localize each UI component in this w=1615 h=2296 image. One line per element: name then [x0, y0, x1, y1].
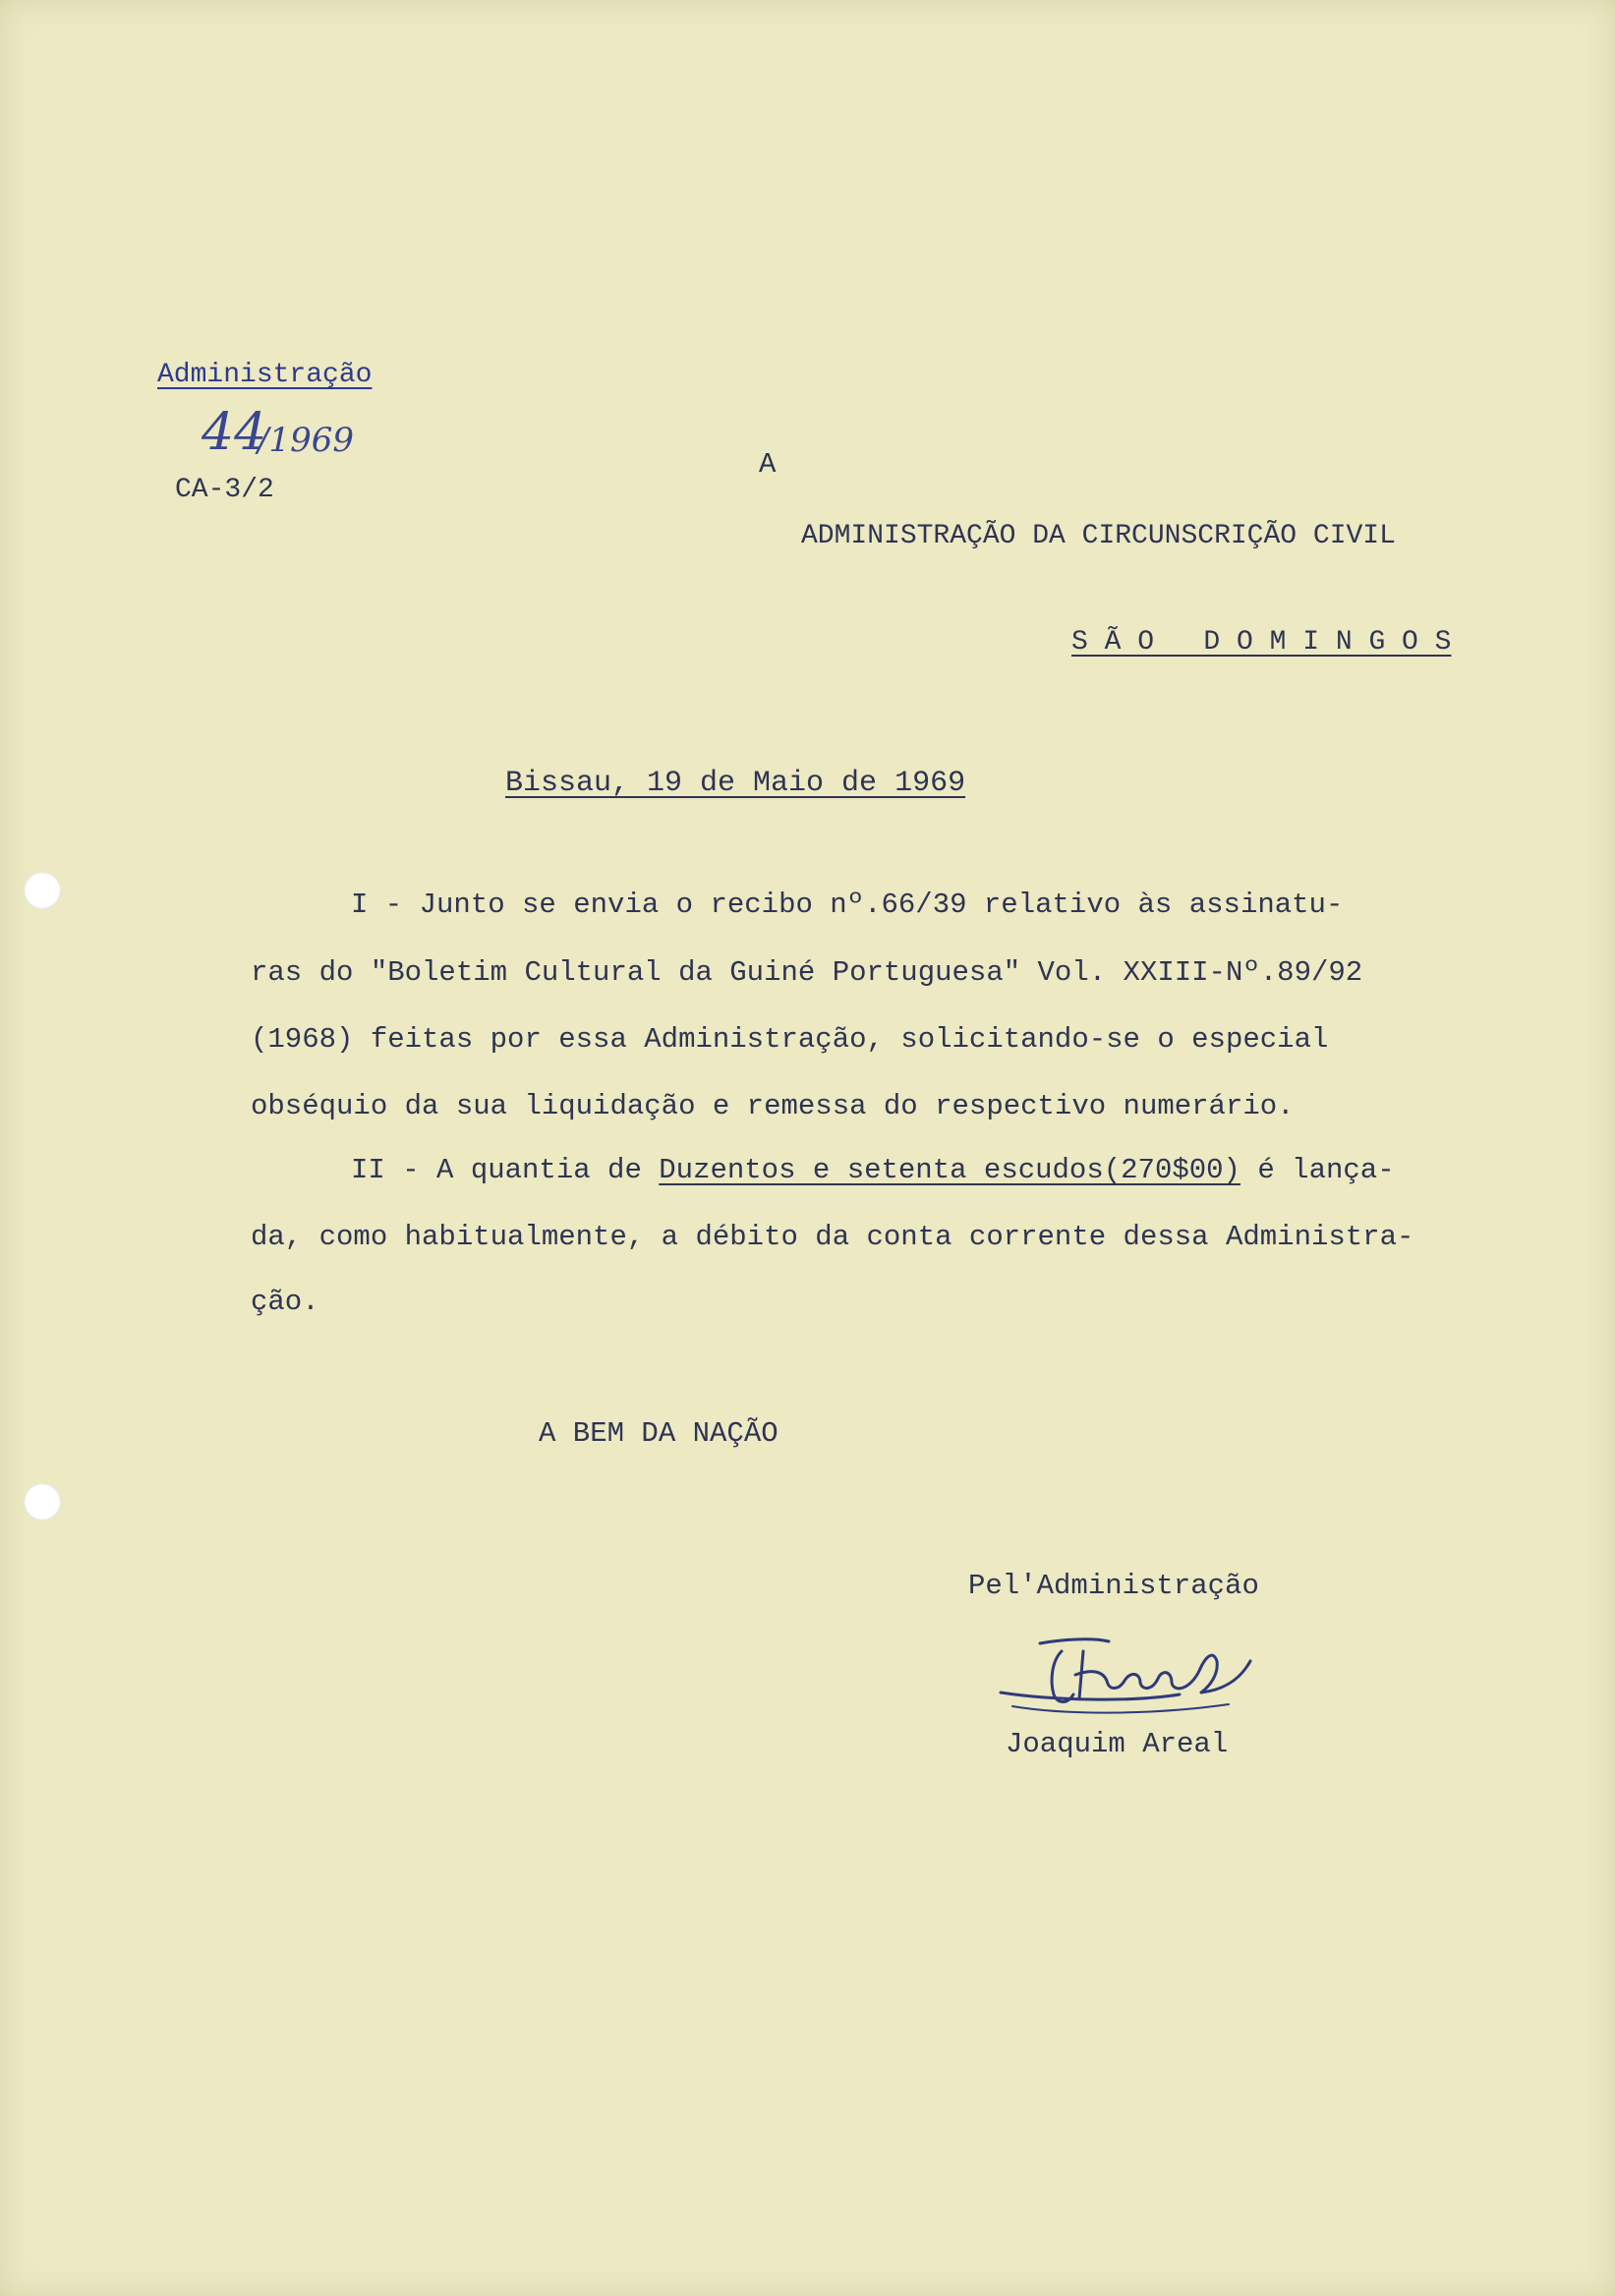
body-line: I - Junto se envia o recibo nº.66/39 relativo às assinatu-: [351, 889, 1344, 921]
reference-number: 44: [202, 403, 267, 462]
body-line: obséquio da sua liquidação e remessa do respectivo numerário.: [251, 1090, 1295, 1122]
body-line: da, como habitualmente, a débito da conta corrente dessa Administra-: [251, 1221, 1414, 1253]
office-label: Administração: [157, 360, 373, 390]
reference-year: /1969: [258, 421, 354, 460]
signatory-name: Joaquim Areal: [1006, 1728, 1229, 1760]
recipient-line1: ADMINISTRAÇÃO DA CIRCUNSCRIÇÃO CIVIL: [801, 521, 1396, 551]
signature-on-behalf: Pel'Administração: [968, 1570, 1259, 1602]
file-code: CA-3/2: [175, 475, 274, 505]
body-line: ção.: [251, 1286, 319, 1318]
amount-text: Duzentos e setenta escudos(270$00): [659, 1154, 1240, 1186]
body-line: [351, 1156, 1395, 1184]
closing-salutation: A BEM DA NAÇÃO: [539, 1417, 779, 1450]
amount-rest: é lança-: [1240, 1154, 1395, 1186]
place-date: Bissau, 19 de Maio de 1969: [505, 767, 966, 800]
punch-hole-bottom: [24, 1483, 61, 1521]
punch-hole-top: [24, 872, 61, 909]
recipient-prefix: A: [759, 448, 777, 481]
body-line: ras do "Boletim Cultural da Guiné Portuguesa" Vol. XXIII-Nº.89/92: [251, 956, 1363, 989]
amount-lead: II - A quantia de: [351, 1154, 660, 1186]
body-line: (1968) feitas por essa Administração, solicitando-se o especial: [251, 1023, 1329, 1056]
handwritten-signature: [993, 1622, 1288, 1730]
recipient-line2: S Ã O D O M I N G O S: [1071, 627, 1452, 658]
